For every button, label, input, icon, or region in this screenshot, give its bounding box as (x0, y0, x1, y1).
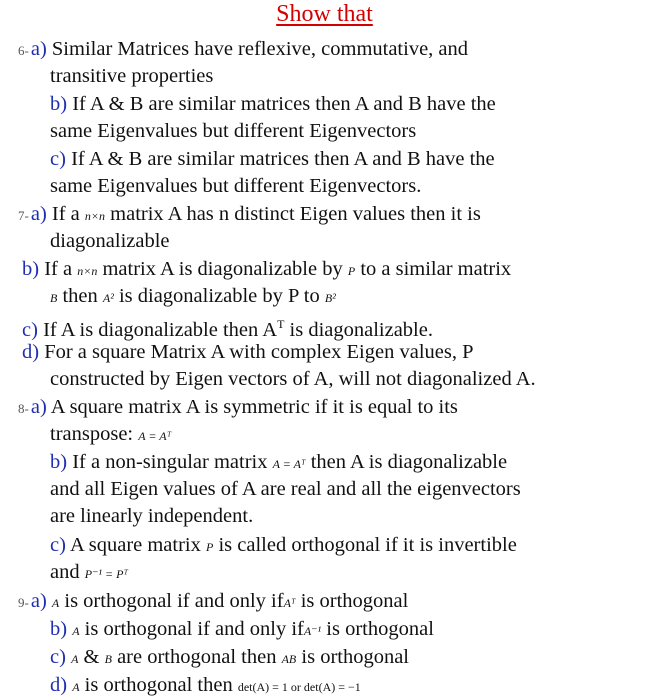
q9-d-line (50, 672, 361, 700)
q9-b-line (50, 616, 434, 644)
q7-a-line2: diagonalizable (50, 230, 170, 252)
q8-b-text1: If a non-singular matrix (72, 451, 268, 473)
q9-a-text2: is orthogonal (300, 590, 409, 612)
q8-b-math: A = Aᵀ (272, 457, 306, 471)
q7-b-text1: If a (44, 258, 73, 280)
q6-c-line2: same Eigenvalues but different Eigenvectors. (50, 175, 422, 197)
q9-d-label: d) (50, 674, 68, 696)
q7-b-text2: matrix A is diagonalizable by (102, 258, 343, 280)
q6-b-line1 (50, 91, 496, 117)
q7-b-text3: to a similar matrix (360, 258, 512, 280)
q7-d-line1 (22, 339, 474, 365)
q7-b-line1 (22, 256, 511, 284)
q9-d-math-a: A (72, 680, 80, 694)
q6-number: 6- (18, 43, 29, 58)
q9-d-text1: is orthogonal then (84, 674, 233, 696)
q6-c-label: c) (50, 148, 66, 170)
q9-c-math-ab: AB (281, 652, 297, 666)
q8-c-math-p: P (206, 540, 214, 554)
q8-a-math: A = Aᵀ (138, 429, 172, 443)
q6-a-line1 (18, 36, 468, 64)
q9-b-math-ainv: A⁻¹ (303, 624, 322, 638)
q7-b-math-b: B (50, 291, 58, 305)
q7-a-text1: If a (51, 203, 80, 225)
q8-c-text3: and (50, 561, 80, 583)
q7-c-label: c) (22, 318, 38, 341)
q6-a-line2: transitive properties (50, 65, 214, 87)
q7-d-label: d) (22, 341, 40, 363)
q9-b-label: b) (50, 618, 68, 640)
q8-b-line2: and all Eigen values of A are real and all the eigenvectors (50, 478, 521, 500)
q8-c-math: P⁻¹ = Pᵀ (84, 567, 129, 581)
q9-c-math-a: A (71, 652, 79, 666)
q7-b-math-p: P (347, 264, 356, 278)
q9-b-math-a: A (72, 624, 80, 638)
q8-b-line3: are linearly independent. (50, 505, 254, 527)
q9-number: 9- (18, 595, 29, 610)
q8-b-line1 (50, 449, 507, 477)
q8-a-line1 (18, 394, 458, 422)
q6-b-text: If A & B are similar matrices then A and B have the (72, 93, 496, 115)
q8-a-label: a) (30, 396, 47, 418)
q9-a-line (18, 588, 408, 616)
q6-b-label: b) (50, 93, 68, 115)
q9-c-text3: is orthogonal (301, 646, 410, 668)
q6-c-text: If A & B are similar matrices then A and B have the (71, 148, 495, 170)
q9-c-text2: are orthogonal then (117, 646, 277, 668)
q7-a-line1 (18, 201, 481, 229)
q7-a-text2: matrix A has n distinct Eigen values then it is (110, 203, 481, 225)
q7-a-math-nxn: n×n (84, 209, 106, 223)
q7-b-math-nxn: n×n (77, 264, 98, 278)
q7-number: 7- (18, 208, 29, 223)
q8-a-text: A square matrix A is symmetric if it is equal to its (50, 396, 458, 418)
q7-b-math-b2: B² (324, 291, 336, 305)
q8-a-text2: transpose: (50, 423, 134, 445)
q8-c-line1 (50, 532, 517, 560)
q9-c-label: c) (50, 646, 66, 668)
q6-b-line2: same Eigenvalues but different Eigenvectors (50, 120, 417, 142)
q8-c-text1: A square matrix (69, 534, 201, 556)
q8-number: 8- (18, 401, 29, 416)
q9-a-label: a) (30, 590, 47, 612)
q8-a-line2 (50, 421, 171, 449)
q9-a-text1: is orthogonal if and only if (64, 590, 284, 612)
q6-a-text: Similar Matrices have reflexive, commutative, and (51, 38, 469, 60)
q7-b-line2 (50, 283, 336, 311)
q7-d-text: For a square Matrix A with complex Eigen values, P (44, 341, 474, 363)
q7-c-superscript: T (277, 317, 285, 331)
q7-c-text1: If A is diagonalizable then A (43, 318, 278, 341)
q9-a-math-at: Aᵀ (283, 596, 296, 610)
page-title: Show that (276, 1, 373, 27)
q7-b-label: b) (22, 258, 40, 280)
q6-c-line1 (50, 146, 495, 172)
q9-c-math-b: B (104, 652, 112, 666)
q9-b-text1: is orthogonal if and only if (84, 618, 304, 640)
q9-d-math-det: det(A) = 1 or det(A) = −1 (237, 680, 361, 694)
q7-d-line2: constructed by Eigen vectors of A, will not diagonalized A. (50, 368, 536, 390)
q8-b-label: b) (50, 451, 68, 473)
q9-a-math-a: A (51, 596, 60, 610)
q7-c-text2: is diagonalizable. (284, 318, 433, 341)
q9-c-text1: & (83, 646, 100, 668)
q7-a-label: a) (30, 203, 47, 225)
q8-b-text2: then A is diagonalizable (310, 451, 508, 473)
q8-c-label: c) (50, 534, 66, 556)
q7-b-text4: then (62, 285, 98, 307)
q8-c-text2: is called orthogonal if it is invertible (218, 534, 517, 556)
q9-b-text2: is orthogonal (326, 618, 434, 640)
q6-a-label: a) (30, 38, 47, 60)
q7-b-text5: is diagonalizable by P to (118, 285, 320, 307)
q7-b-math-a2: A² (102, 291, 114, 305)
q8-c-line2 (50, 559, 128, 587)
q9-c-line (50, 644, 409, 672)
